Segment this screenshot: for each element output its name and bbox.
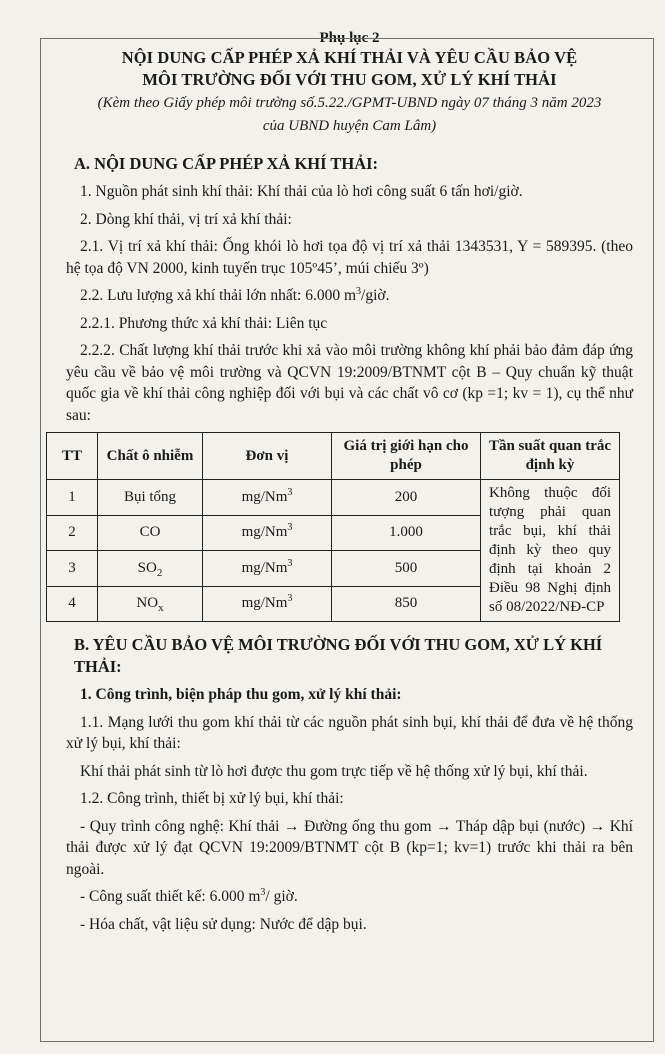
cell-tt: 3 bbox=[47, 551, 98, 587]
section-a-paragraph-4 bbox=[66, 285, 633, 307]
pollutant-name: NO bbox=[136, 595, 159, 612]
section-b-paragraph-6: - Hóa chất, vật liệu sử dụng: Nước để dập bụi. bbox=[80, 915, 367, 933]
section-a-paragraph-6: 2.2.2. Chất lượng khí thải trước khi xả vào môi trường không khí phải bảo đảm đáp ứng yêu cầu về bảo vệ môi trường và QCVN 19:2009/BTNMT cột B – Quy chuẩn kỹ thuật quốc gia về khí thải công nghiệp đối với bụi và các chất vô cơ (kp =1; kv = 1), cụ thể như sau: bbox=[66, 342, 633, 424]
unit-exponent: 3 bbox=[287, 522, 293, 534]
header-tt: TT bbox=[47, 433, 98, 480]
cell-limit: 500 bbox=[332, 551, 481, 587]
cell-pollutant bbox=[98, 551, 203, 587]
document-subtitle-line-2: của UBND huyện Cam Lâm) bbox=[262, 118, 437, 134]
unit-base: mg/Nm bbox=[241, 559, 288, 576]
cell-tt: 4 bbox=[47, 586, 98, 622]
cell-unit bbox=[203, 551, 332, 587]
flow-rate-text: 2.2. Lưu lượng xả khí thải lớn nhất: 6.000 m bbox=[80, 287, 357, 304]
cell-unit bbox=[203, 586, 332, 622]
unit-exponent: 3 bbox=[287, 557, 293, 569]
unit-base: mg/Nm bbox=[241, 524, 288, 541]
pollutant-name: SO bbox=[137, 559, 157, 576]
cell-unit bbox=[203, 480, 332, 516]
cell-pollutant bbox=[98, 586, 203, 622]
cell-tt: 1 bbox=[47, 480, 98, 516]
section-b-paragraph-3: 1.2. Công trình, thiết bị xử lý bụi, khí thải: bbox=[80, 790, 344, 807]
document-subtitle-line-1: (Kèm theo Giấy phép môi trường số.5.22./GPMT-UBND ngày 07 tháng 3 năm 2023 bbox=[97, 95, 602, 111]
unit-base: mg/Nm bbox=[241, 595, 288, 612]
section-a-paragraph-2: 2. Dòng khí thải, vị trí xả khí thải: bbox=[80, 210, 292, 228]
cell-pollutant bbox=[98, 515, 203, 551]
section-b-paragraph-4: - Quy trình công nghệ: Khí thải → Đường ống thu gom → Tháp dập bụi (nước) → Khí thải được xử lý đạt QCVN 19:2009/BTNMT cột B (kp=1; kv=1) trước khi thải ra bên ngoài. bbox=[66, 817, 633, 878]
document-page bbox=[0, 30, 665, 1054]
pollutant-name: Bụi tổng bbox=[123, 488, 177, 505]
section-a-paragraph-3: 2.1. Vị trí xả khí thải: Ống khói lò hơi tọa độ vị trí xả thải 1343531, Y = 589395. (theo hệ tọa độ VN 2000, kinh tuyến trục 105º45’, múi chiếu 3º) bbox=[66, 238, 633, 277]
unit-exponent: 3 bbox=[287, 593, 293, 605]
header-limit: Giá trị giới hạn cho phép bbox=[332, 433, 481, 480]
pollutant-name: CO bbox=[139, 524, 161, 541]
cell-pollutant bbox=[98, 480, 203, 516]
unit-base: mg/Nm bbox=[241, 488, 288, 505]
cell-limit: 850 bbox=[332, 586, 481, 622]
appendix-label: Phụ lục 2 bbox=[319, 30, 380, 46]
document-title-line-1: NỘI DUNG CẤP PHÉP XẢ KHÍ THẢI VÀ YÊU CẦU BẢO VỆ bbox=[121, 48, 578, 67]
cell-tt: 2 bbox=[47, 515, 98, 551]
cell-limit: 200 bbox=[332, 480, 481, 516]
cell-unit bbox=[203, 515, 332, 551]
section-b-heading: B. YÊU CẦU BẢO VỆ MÔI TRƯỜNG ĐỐI VỚI THU GOM, XỬ LÝ KHÍ THẢI: bbox=[74, 635, 603, 676]
unit-exponent: 3 bbox=[287, 486, 293, 498]
flow-rate-unit-exponent: 3 bbox=[356, 285, 362, 297]
section-b-paragraph-5 bbox=[66, 886, 633, 908]
section-a-paragraph-5: 2.2.1. Phương thức xả khí thải: Liên tục bbox=[80, 314, 328, 332]
pollutant-subscript: x bbox=[158, 602, 164, 615]
table-row bbox=[47, 480, 620, 516]
table-header-row bbox=[47, 433, 620, 480]
header-unit: Đơn vị bbox=[203, 433, 332, 480]
capacity-unit-end: / giờ. bbox=[265, 888, 298, 905]
document-title-line-2: MÔI TRƯỜNG ĐỐI VỚI THU GOM, XỬ LÝ KHÍ THẢI bbox=[142, 70, 557, 89]
flow-rate-unit-end: /giờ. bbox=[361, 287, 390, 304]
header-frequency: Tần suất quan trắc định kỳ bbox=[481, 433, 620, 480]
pollutant-subscript: 2 bbox=[156, 566, 163, 579]
section-b-paragraph-1: 1.1. Mạng lưới thu gom khí thải từ các nguồn phát sinh bụi, khí thải để đưa về hệ thống xử lý bụi, khí thải: bbox=[66, 713, 633, 752]
section-b-subheading-1: 1. Công trình, biện pháp thu gom, xử lý khí thải: bbox=[80, 686, 402, 703]
cell-frequency: Không thuộc đối tượng phải quan trắc bụi, khí thải định kỳ theo quy định tại khoản 2 Điều 98 Nghị định số 08/2022/NĐ-CP bbox=[481, 480, 620, 622]
section-a-heading: A. NỘI DUNG CẤP PHÉP XẢ KHÍ THẢI: bbox=[74, 154, 379, 173]
capacity-text: - Công suất thiết kế: 6.000 m bbox=[80, 888, 261, 905]
capacity-unit-exponent: 3 bbox=[260, 886, 266, 898]
section-a-paragraph-1: 1. Nguồn phát sinh khí thải: Khí thải của lò hơi công suất 6 tấn hơi/giờ. bbox=[80, 183, 523, 200]
cell-limit: 1.000 bbox=[332, 515, 481, 551]
header-pollutant: Chất ô nhiễm bbox=[98, 433, 203, 480]
section-b-paragraph-2: Khí thải phát sinh từ lò hơi được thu gom trực tiếp về hệ thống xử lý bụi, khí thải. bbox=[80, 762, 588, 780]
emission-limits-table bbox=[46, 432, 620, 622]
